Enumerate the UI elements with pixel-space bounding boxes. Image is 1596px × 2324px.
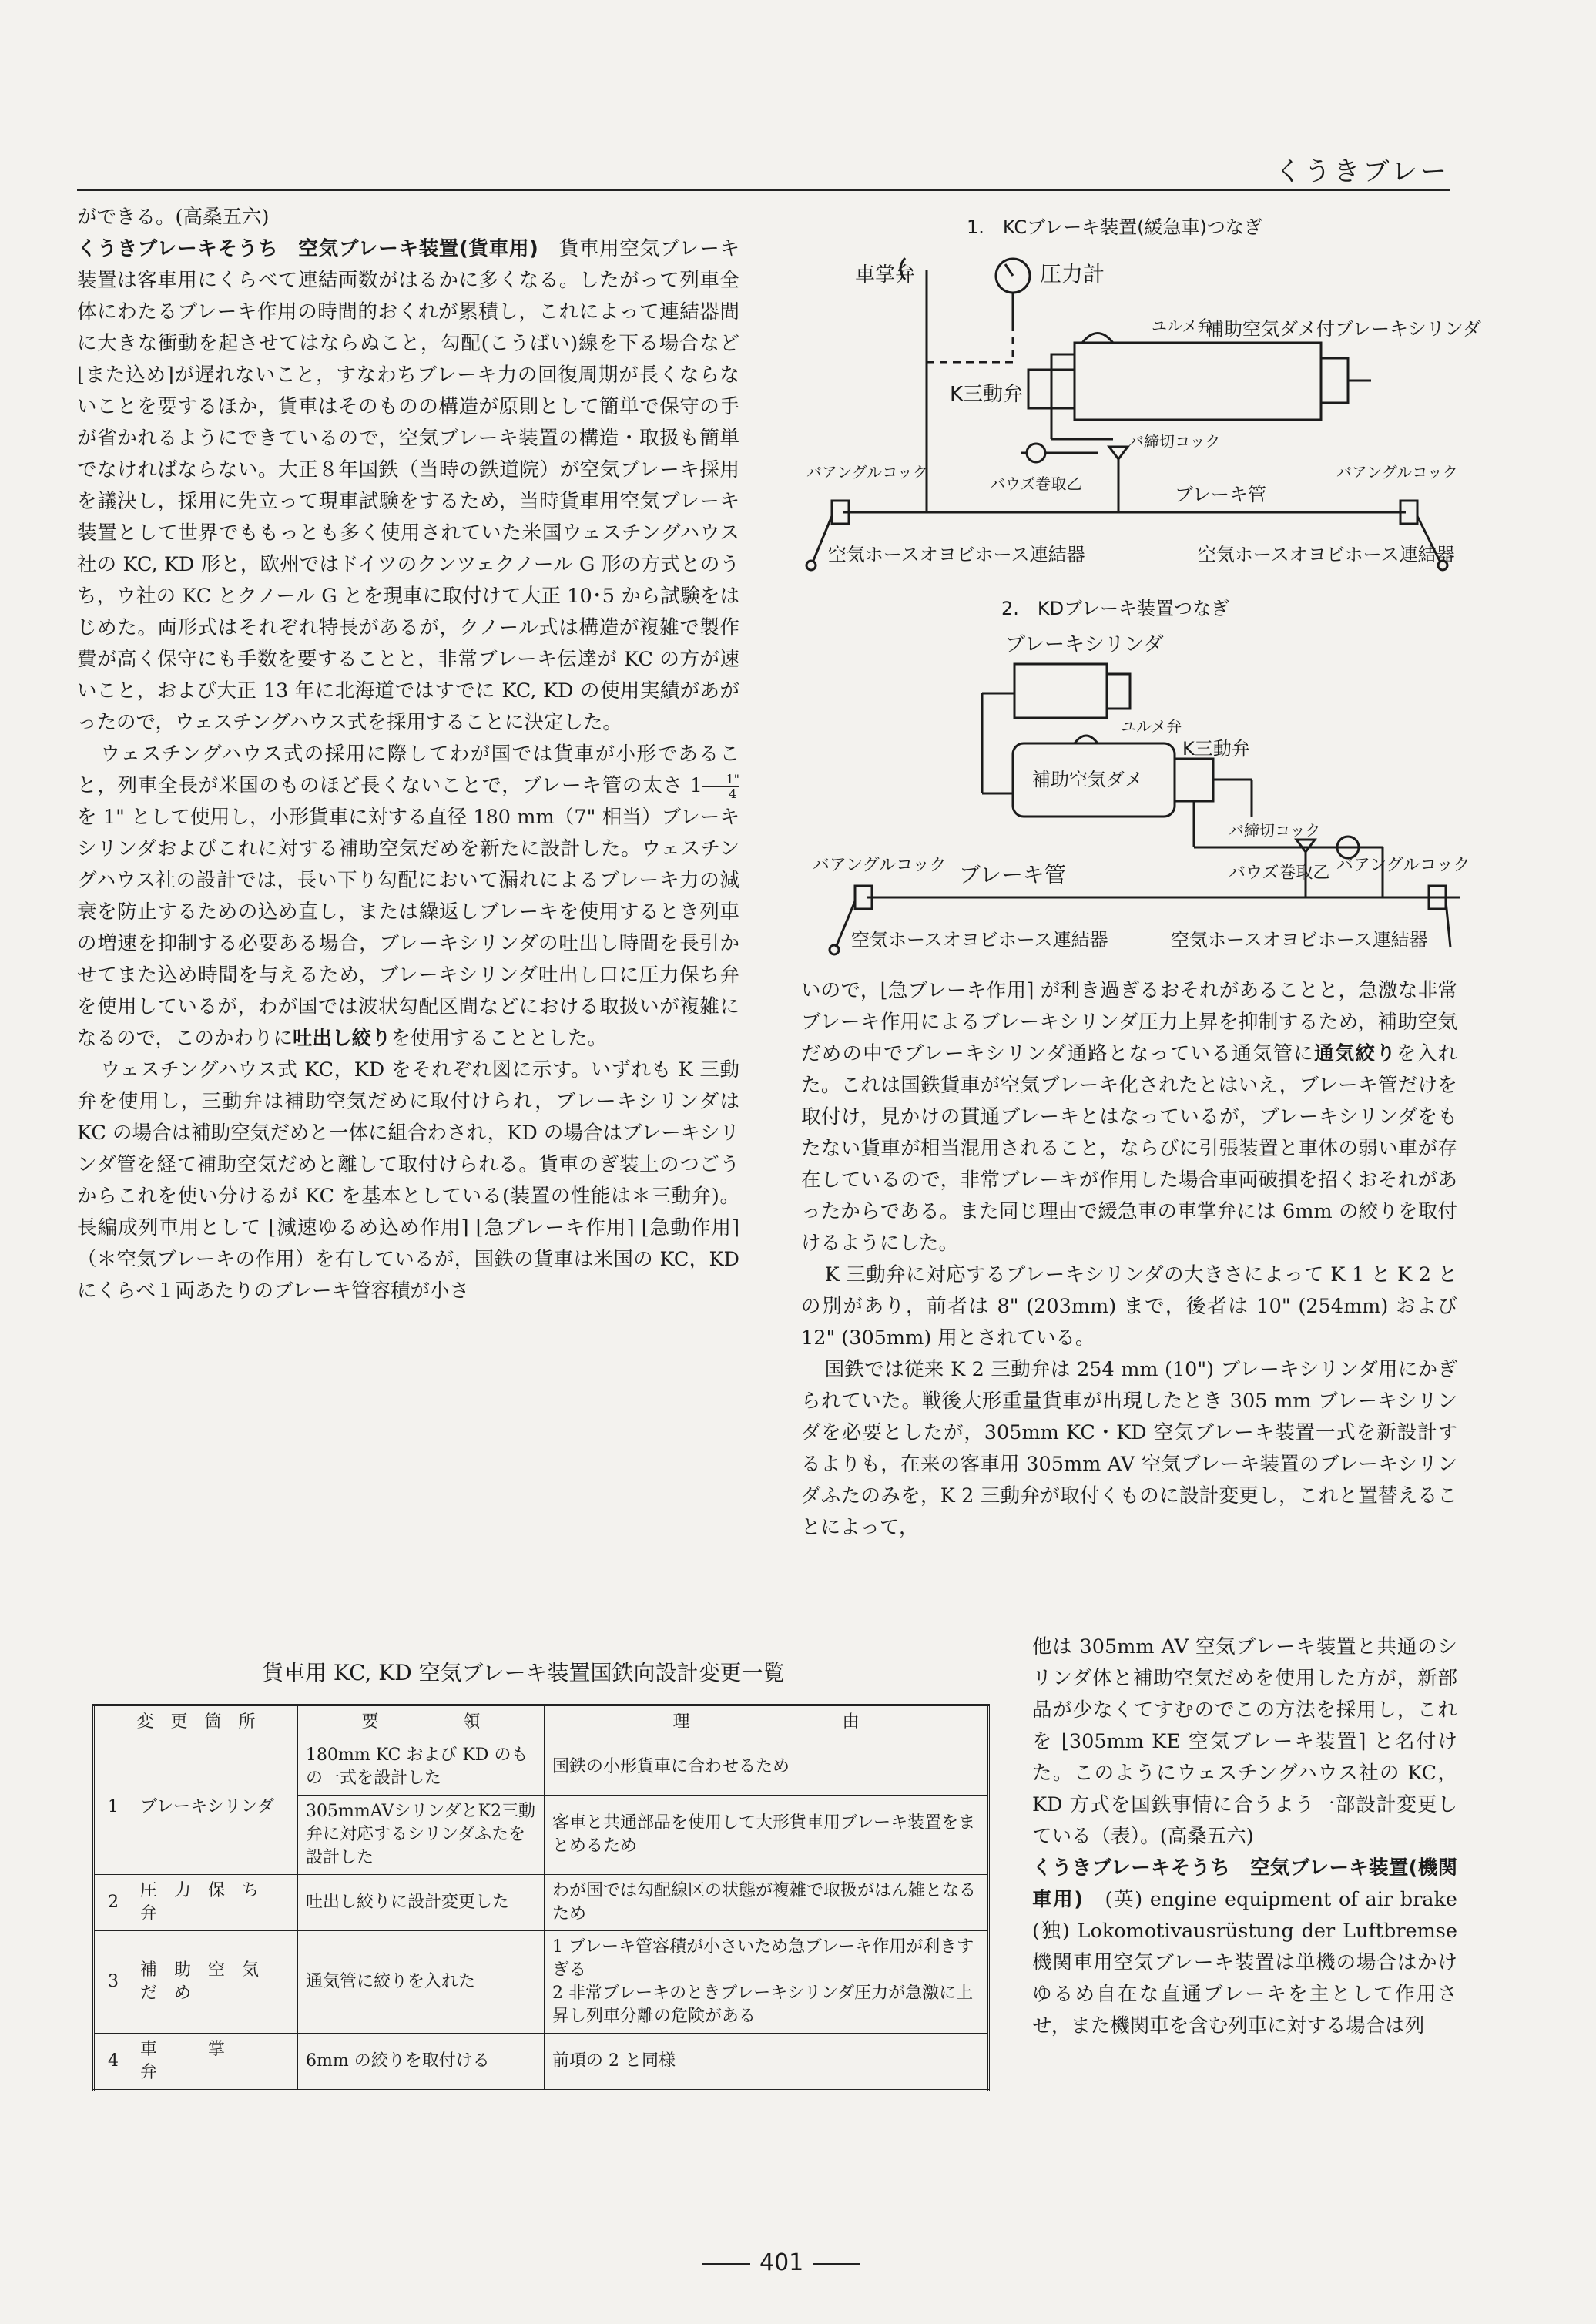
header-part: 変 更 箇 所 [94,1705,298,1739]
right-column-lower [1032,1631,1477,2042]
label-pressure-gauge: 圧力計 [1040,261,1105,287]
row-point: 吐出し絞りに設計変更した [298,1875,545,1931]
label-conductor-valve: 車掌弁 [855,263,916,287]
label-hose-right: 空気ホースオヨビホース連結器 [1171,929,1428,951]
label-release-valve: ユルメ弁 [1121,717,1182,736]
fraction [702,773,739,801]
figure2-diagram [797,616,1470,959]
label-dust-collector: バウズ巻取乙 [1229,864,1330,883]
bold-term: 吐出し絞り [293,1027,391,1050]
right-paragraph-3: 国鉄では従来 K 2 三動弁は 254 mm (10") ブレーキシリンダ用にかぎられていた。戦後大形重量貨車が出現したとき 305 mm ブレーキシリンダを必要としたが，305mm KC・KD 空気ブレーキ装置一式を新設計するよりも，在来の客車用 305mm AV 空気ブレーキ装置のブレーキシリンダふたのみを，K 2 三動弁が取付くものに設計変更し，これと置替えることによって， [801,1358,1457,1539]
figure1-caption: 1. KCブレーキ装置(緩急車)つなぎ [967,216,1262,238]
entry-term: くうきブレーキそうち 空気ブレーキ装置(機関車用) [1032,1856,1457,1911]
paragraph-2c: を使用することとした。 [391,1027,608,1050]
right-paragraph-1 [801,975,1457,1259]
label-hose-right: 空気ホースオヨビホース連結器 [1198,544,1455,565]
label-k-triple-valve: K三動弁 [950,383,1024,406]
label-dust-collector: バウズ巻取乙 [990,475,1082,493]
paragraph-3: ウェスチングハウス式 KC，KD をそれぞれ図に示す。いずれも K 三動弁を使用し，三動弁は補助空気だめに取付けられ，ブレーキシリンダは KC の場合は補助空気だめと一体に組合わされ，KD の場合はブレーキシリンダ管を経て補助空気だめと離して取付けられる。貨車のぎ装上のつごうからこれを使い分けるが KC を基本としている(装置の性能は＊三動弁)。長編成列車用として ⌊減速ゆるめ込め作用⌉ ⌊急ブレーキ作用⌉ ⌊急動作用⌉（＊空気ブレーキの作用）を有しているが，国鉄の貨車は米国の KC，KD にくらべ１両あたりのブレーキ管容積が小さ [77,1058,739,1303]
figure2 [797,616,1470,959]
figure1 [797,239,1481,578]
entry-body: (英) engine equipment of air brake (独) Lokomotivausrüstung der Luftbremse 機関車用空気ブレーキ装置は単機の場合はかけゆるめ自在な直通ブレーキを主として作用させ，また機関車を含む列車に対する場合は列 [1032,1888,1477,2037]
row-part: 車 掌 弁 [132,2034,298,2091]
left-column [77,202,739,1307]
continuation-text: ができる。(高桑五六) [77,206,270,229]
bold-term: 通気絞り [1314,1042,1396,1065]
right-p1b: を入れた。これは国鉄貨車が空気ブレーキ化されたとはいえ，ブレーキ管だけを取付け，見かけの貫通ブレーキとはなっているが，ブレーキシリンダをもたない貨車が相当混用されること，ならびに引張装置と車体の弱い車が存在しているので，非常ブレーキが作用した場合車両破損を招くおそれがあったからである。また同じ理由で緩急車の車掌弁には 6mm の絞りを取付けるようにした。 [801,1042,1457,1255]
label-cutout-cock: バ締切コック [1229,821,1321,840]
right-column-upper [801,975,1457,1544]
page-number: 401 [693,2249,870,2276]
row-reason: 前項の 2 と同様 [545,2034,989,2091]
fraction-den: 4 [729,786,737,801]
row-point: 通気管に絞りを入れた [298,1931,545,2034]
label-aux-reservoir-cylinder: 補助空気ダメ付ブレーキシリンダ [1205,318,1481,340]
paragraph-2 [77,739,739,1055]
label-brake-pipe: ブレーキ管 [1175,484,1267,505]
table-row [94,1739,989,1796]
label-k-triple-valve: K三動弁 [1182,738,1250,760]
label-aux-reservoir: 補助空気ダメ [1032,769,1143,790]
label-cutout-cock: バ締切コック [1128,432,1221,451]
paragraph-2a: ウェスチングハウス式の採用に際してわが国では貨車が小形であること，列車全長が米国のものほど長くないことで，ブレーキ管の太さ 1 [77,743,739,797]
table-caption: 貨車用 KC, KD 空気ブレーキ装置国鉄向設計変更一覧 [262,1660,785,1685]
row-point: 305mmAVシリンダとK2三動弁に対応するシリンダふたを設計した [298,1796,545,1875]
label-hose-left: 空気ホースオヨビホース連結器 [851,929,1108,951]
entry-body: 貨車用空気ブレーキ装置は客車用にくらべて連結両数がはるかに多くなる。したがって列車全体にわたるブレーキ作用の時間的おくれが累積し，これによって連結器間に大きな衝動を起させてはならぬこと，勾配(こうばい)線を下る場合など⌊また込め⌉が遅れないこと，すなわちブレーキ力の回復周期が長くならないことを要するほか，貨車はそのものの構造が原則として簡単で保守の手が省かれるようにできているので，空気ブレーキ装置の構造・取扱も簡単でなければならない。大正８年国鉄（当時の鉄道院）が空気ブレーキ採用を議決し，採用に先立って現車試験をするため，当時貨車用空気ブレーキ装置として世界でももっとも多く使用されていた米国ウェスチングハウス社の KC, KD 形と，欧州ではドイツのクンツェクノール G 形の方式とのうち，ウ社の KC とクノール G とを現車に取付けて大正 10･5 から試験をはじめた。両形式はそれぞれ特長があるが，クノール式は構造が複雑で製作費が高く保守にも手数を要することと，非常ブレーキ伝達が KC の方が速いこと，および大正 13 年に北海道ではすでに KC, KD の使用実績があがったので，ウェスチングハウス式を採用することに決定した。 [77,237,739,734]
row-no: 4 [94,2034,132,2091]
entry-locomotive-brake [1032,1853,1477,2042]
design-change-table [92,1704,990,2091]
paragraph-2b: を 1" として使用し，小形貨車に対する直径 180 mm（7" 相当）ブレーキシリンダおよびこれに対する補助空気だめを新たに設計した。ウェスチングハウス社の設計では，長い下り勾配において漏れによるブレーキ力の減衰を防止するための込め直し，または繰返しブレーキを使用するとき列車の増速を抑制する必要ある場合，ブレーキシリンダの吐出し時間を長引かせてまた込め時間を与えるため，ブレーキシリンダ吐出し口に圧力保ち弁を使用しているが，わが国では波状勾配区間などにおける取扱いが複雑になるので，このかわりに [77,806,739,1050]
right-paragraph-4: 他は 305mm AV 空気ブレーキ装置と共通のシリンダ体と補助空気だめを使用した方が，新部品が少なくてすむのでこの方法を採用し，これを ⌊305mm KE 空気ブレーキ装置⌉ と名付けた。このようにウェスチングハウス社の KC，KD 方式を国鉄事情に合うよう一部設計変更している（表）。(高桑五六) [1032,1635,1457,1848]
header-rule [77,189,1450,191]
label-release-valve: ユルメ弁 [1152,317,1213,335]
row-reason: 1 ブレーキ管容積が小さいため急ブレーキ作用が利きすぎる 2 非常ブレーキのときブレーキシリンダ圧力が急激に上昇し列車分離の危険がある [545,1931,989,2034]
row-part: ブレーキシリンダ [132,1739,298,1875]
label-angle-cock-left: バアングルコック [806,463,928,481]
header-reason: 理 由 [545,1705,989,1739]
right-p1a: いので，⌊急ブレーキ作用⌉ が利き過ぎるおそれがあることと，急激な非常ブレーキ作用によるブレーキシリンダ圧力上昇を抑制するため，補助空気だめの中でブレーキシリンダ通路となっている通気管に [801,979,1457,1065]
label-hose-left: 空気ホースオヨビホース連結器 [828,544,1085,565]
running-title: くうきブレー [1275,156,1450,187]
label-brake-cylinder: ブレーキシリンダ [1005,633,1164,656]
row-point: 180mm KC および KD のもの一式を設計した [298,1739,545,1796]
entry-term: くうきブレーキそうち 空気ブレーキ装置(貨車用) [77,237,538,260]
header-point: 要 領 [298,1705,545,1739]
row-no: 2 [94,1875,132,1931]
row-part: 圧 力 保 ち 弁 [132,1875,298,1931]
table-header-row [94,1705,989,1739]
label-brake-pipe: ブレーキ管 [959,862,1066,887]
row-point: 6mm の絞りを取付ける [298,2034,545,2091]
label-angle-cock-right: バアングルコック [1336,463,1458,481]
table-row [94,2034,989,2091]
row-part: 補 助 空 気 だ め [132,1931,298,2034]
figure1-diagram [797,239,1481,578]
row-reason: 国鉄の小形貨車に合わせるため [545,1739,989,1796]
table-row [94,1931,989,2034]
fraction-num: 1" [702,773,739,787]
label-angle-cock-right: バアングルコック [1336,856,1470,875]
figure2-caption: 2. KDブレーキ装置つなぎ [1001,598,1230,619]
table-row [94,1875,989,1931]
entry-freight-brake [77,233,739,739]
row-reason: 客車と共通部品を使用して大形貨車用ブレーキ装置をまとめるため [545,1796,989,1875]
row-no: 3 [94,1931,132,2034]
right-paragraph-2: K 三動弁に対応するブレーキシリンダの大きさによって K 1 と K 2 との別があり，前者は 8" (203mm) まで，後者は 10" (254mm) および 12" (305mm) 用とされている。 [801,1263,1457,1350]
row-no: 1 [94,1739,132,1875]
label-angle-cock-left: バアングルコック [813,856,947,875]
row-reason: わが国では勾配線区の状態が複雑で取扱がはん雑となるため [545,1875,989,1931]
